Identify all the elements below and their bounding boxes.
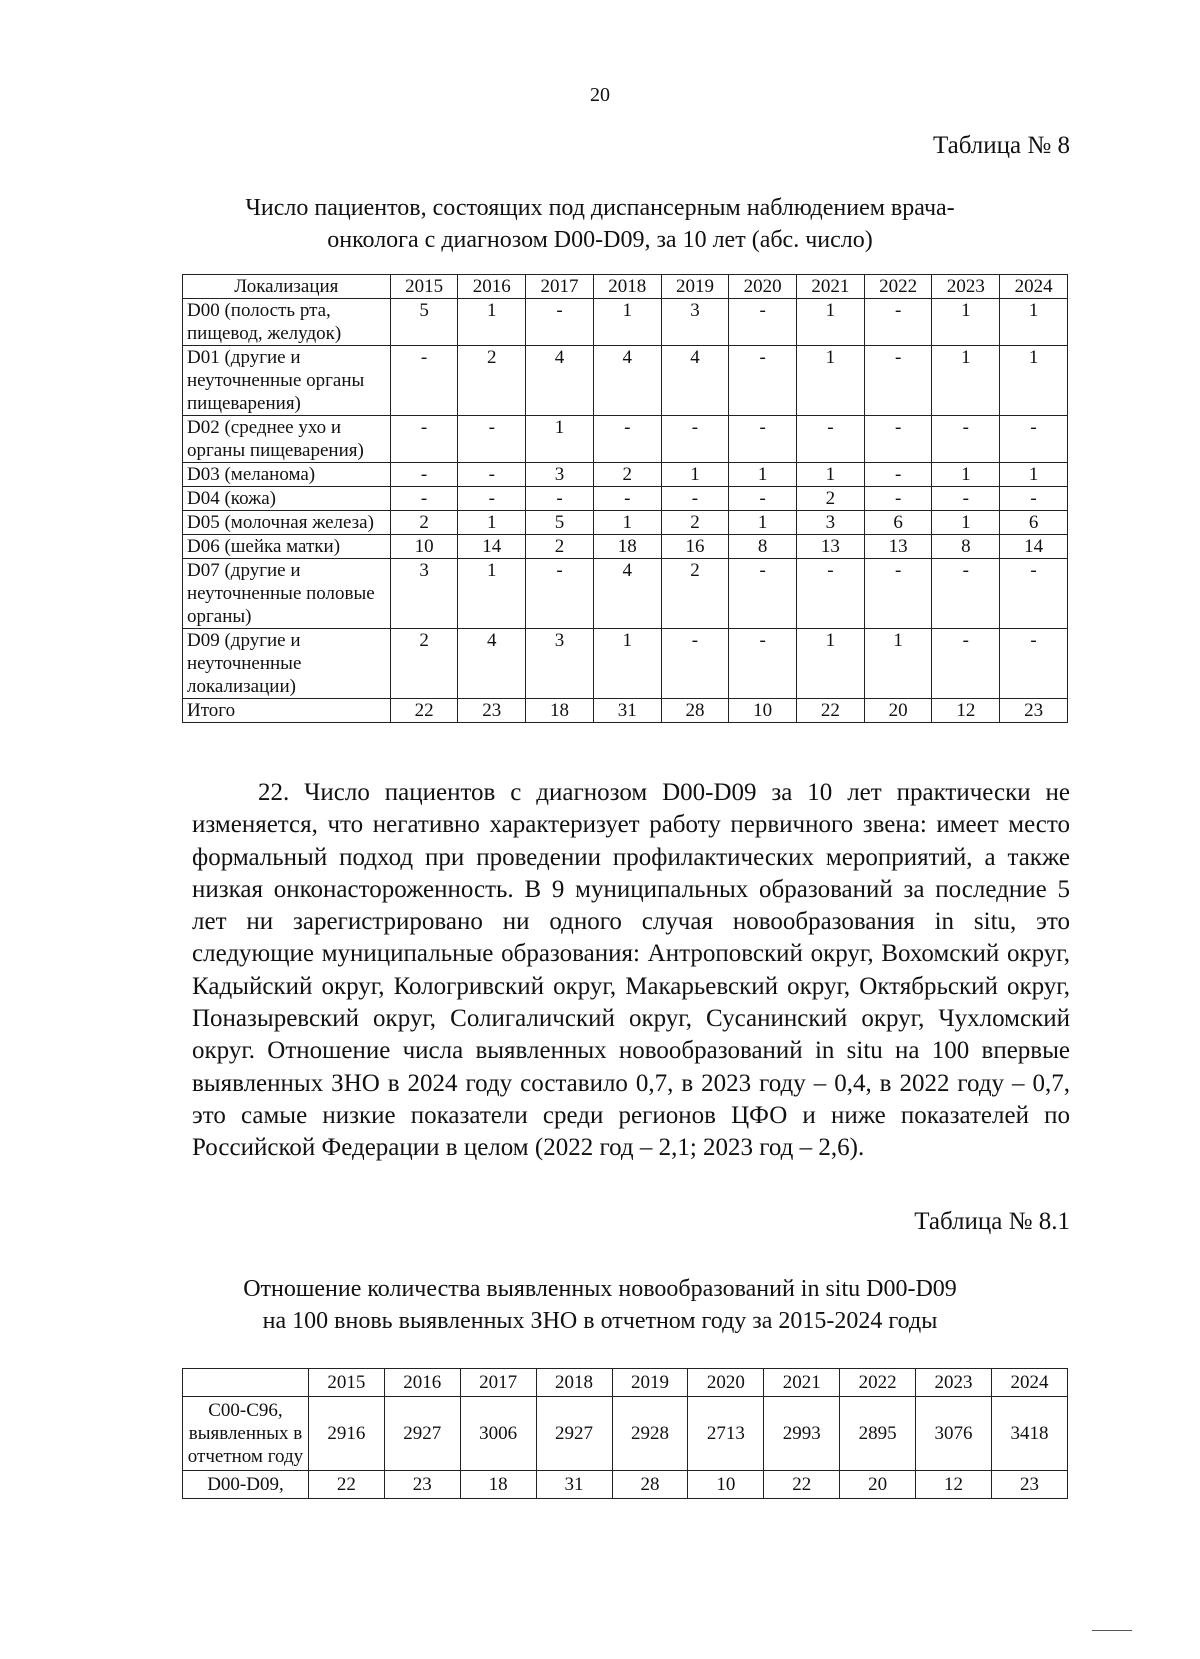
table-8-caption [150,192,1050,256]
cell: 23 [458,699,526,723]
cell: 18 [460,1471,536,1499]
cell: 3 [390,559,458,629]
cell: 13 [797,535,865,559]
table-8-1-caption-line-2: на 100 вновь выявленных ЗНО в отчетном году за 2015-2024 годы [262,1308,938,1334]
cell: 1 [932,511,1000,535]
cell: - [526,487,594,511]
cell: 1 [526,416,594,463]
cell: 1 [729,463,797,487]
page-edge-mark [1092,1630,1132,1631]
cell: 1 [593,511,661,535]
cell: 2 [797,487,865,511]
table-8-1-caption-line-1: Отношение количества выявленных новообразований in situ D00-D09 [243,1276,957,1302]
cell: 18 [593,535,661,559]
cell: 31 [593,699,661,723]
cell: 23 [384,1471,460,1499]
cell: 1 [932,346,1000,416]
cell: 5 [526,511,594,535]
cell: - [526,559,594,629]
cell: - [729,629,797,699]
cell: 31 [536,1471,612,1499]
cell: 2927 [384,1397,460,1471]
cell: - [593,487,661,511]
row-label: D02 (среднее ухо и органы пищеварения) [183,416,391,463]
cell: 2 [661,559,729,629]
row-label: D05 (молочная железа) [183,511,391,535]
cell: 1 [661,463,729,487]
cell: - [864,299,932,346]
header-empty [183,1369,309,1397]
cell: 14 [458,535,526,559]
cell: 13 [864,535,932,559]
row-label: D03 (меланома) [183,463,391,487]
row-label: Итого [183,699,391,723]
cell: 2 [526,535,594,559]
row-label: D09 (другие и неуточненные локализации) [183,629,391,699]
page-number: 20 [590,84,610,106]
table-8-1-caption [150,1273,1050,1337]
cell: - [729,299,797,346]
table-row [183,559,1068,629]
table-8-caption-line-1: Число пациентов, состоящих под диспансерным наблюдением врача- [245,195,955,221]
cell: 1 [458,299,526,346]
cell: 18 [526,699,594,723]
cell: 1 [932,463,1000,487]
cell: 4 [458,629,526,699]
cell: 10 [688,1471,764,1499]
table-row [183,629,1068,699]
cell: - [390,416,458,463]
year-header: 2015 [390,275,458,299]
cell: - [661,629,729,699]
cell: 1 [593,299,661,346]
table-row [183,346,1068,416]
cell: 1 [458,511,526,535]
cell: 2713 [688,1397,764,1471]
cell: 16 [661,535,729,559]
cell: 8 [932,535,1000,559]
cell: 12 [932,699,1000,723]
cell: 3 [797,511,865,535]
cell: - [932,487,1000,511]
year-header: 2022 [840,1369,916,1397]
cell: - [661,416,729,463]
cell: 22 [390,699,458,723]
cell: 23 [991,1471,1067,1499]
cell: - [1000,629,1068,699]
cell: 3 [526,629,594,699]
cell: 4 [526,346,594,416]
cell: - [864,416,932,463]
year-header: 2024 [1000,275,1068,299]
cell: - [458,463,526,487]
cell: 20 [840,1471,916,1499]
cell: 3418 [991,1397,1067,1471]
year-header: 2017 [460,1369,536,1397]
row-label: С00-С96, выявленных в отчетном году [183,1397,309,1471]
cell: - [1000,559,1068,629]
cell: 1 [797,629,865,699]
cell: - [1000,487,1068,511]
cell: 2 [593,463,661,487]
cell: 2 [661,511,729,535]
table-8-caption-line-2: онколога с диагнозом D00-D09, за 10 лет (абс. число) [327,227,873,253]
cell: 10 [729,699,797,723]
year-header: 2018 [593,275,661,299]
cell: 4 [593,559,661,629]
cell: - [797,559,865,629]
cell: 2927 [536,1397,612,1471]
year-header: 2017 [526,275,594,299]
cell: 1 [797,346,865,416]
cell: 3 [526,463,594,487]
cell: 23 [1000,699,1068,723]
year-header: 2020 [688,1369,764,1397]
table-8-header-row [183,275,1068,299]
cell: 4 [593,346,661,416]
cell: 2 [458,346,526,416]
cell: - [661,487,729,511]
cell: - [390,487,458,511]
cell: - [729,487,797,511]
cell: 14 [1000,535,1068,559]
cell: - [797,416,865,463]
cell: 1 [458,559,526,629]
cell: - [458,416,526,463]
cell: 1 [797,299,865,346]
year-header: 2021 [764,1369,840,1397]
cell: 22 [308,1471,384,1499]
row-label: D00-D09, [183,1471,309,1499]
cell: - [729,559,797,629]
table-row [183,511,1068,535]
row-label: D07 (другие и неуточненные половые органы) [183,559,391,629]
row-label: D06 (шейка матки) [183,535,391,559]
cell: - [1000,416,1068,463]
cell: 1 [1000,299,1068,346]
table-8-1 [182,1368,1068,1499]
cell: - [864,487,932,511]
cell: - [729,416,797,463]
cell: 10 [390,535,458,559]
year-header: 2018 [536,1369,612,1397]
table-row [183,299,1068,346]
cell: - [593,416,661,463]
cell: 1 [1000,463,1068,487]
year-header: 2021 [797,275,865,299]
row-label: D00 (полость рта, пищевод, желудок) [183,299,391,346]
paragraph-22: 22. Число пациентов с диагнозом D00-D09 за 10 лет практически не изменяется, что негативно характеризует работу первичного звена: имеет место формальный подход при проведении профилактических мероприятий, а также низкая онконастороженность. В 9 муниципальных образований за последние 5 лет ни зарегистрировано ни одного случая новообразования in situ, это следующие муниципальные образования: Антроповский округ, Вохомский округ, Кадыйский округ, Кологривский округ, Макарьевский округ, Октябрьский округ, Поназыревский округ, Солигаличский округ, Сусанинский округ, Чухломский округ. Отношение числа выявленных новообразований in situ на 100 впервые выявленных ЗНО в 2024 году составило 0,7, в 2023 году – 0,4, в 2022 году – 0,7, это самые низкие показатели среди регионов ЦФО и ниже показателей по Российской Федерации в целом (2022 год – 2,1; 2023 год – 2,6). [192,779,1070,1162]
cell: 3006 [460,1397,536,1471]
cell: 22 [797,699,865,723]
cell: 2928 [612,1397,688,1471]
cell: 2895 [840,1397,916,1471]
row-label: D04 (кожа) [183,487,391,511]
year-header: 2016 [384,1369,460,1397]
year-header: 2023 [932,275,1000,299]
cell: 6 [864,511,932,535]
cell: - [729,346,797,416]
cell: 1 [593,629,661,699]
table-row [183,487,1068,511]
cell: - [390,346,458,416]
cell: 28 [661,699,729,723]
table-row [183,535,1068,559]
table-row [183,1471,1068,1499]
cell: - [932,416,1000,463]
cell: - [864,346,932,416]
cell: - [932,559,1000,629]
year-header: 2023 [916,1369,992,1397]
header-localization: Локализация [183,275,391,299]
cell: 12 [916,1471,992,1499]
year-header: 2019 [661,275,729,299]
cell: 2 [390,511,458,535]
year-header: 2024 [991,1369,1067,1397]
cell: 20 [864,699,932,723]
cell: - [864,559,932,629]
cell: 1 [864,629,932,699]
cell: - [526,299,594,346]
cell: 1 [797,463,865,487]
table-8 [182,274,1068,723]
year-header: 2019 [612,1369,688,1397]
cell: 3 [661,299,729,346]
cell: 6 [1000,511,1068,535]
year-header: 2016 [458,275,526,299]
cell: - [864,463,932,487]
cell: 1 [729,511,797,535]
cell: 2993 [764,1397,840,1471]
table-8-1-label: Таблица № 8.1 [914,1208,1070,1235]
cell: 8 [729,535,797,559]
cell: - [932,629,1000,699]
row-label: D01 (другие и неуточненные органы пищеварения) [183,346,391,416]
table-row [183,463,1068,487]
year-header: 2020 [729,275,797,299]
cell: 3076 [916,1397,992,1471]
cell: 22 [764,1471,840,1499]
year-header: 2015 [308,1369,384,1397]
table-8-label: Таблица № 8 [932,132,1070,159]
year-header: 2022 [864,275,932,299]
table-8-1-header-row [183,1369,1068,1397]
table-row [183,1397,1068,1471]
cell: 1 [932,299,1000,346]
cell: 1 [1000,346,1068,416]
cell: 2916 [308,1397,384,1471]
table-row-total [183,699,1068,723]
cell: 5 [390,299,458,346]
cell: 4 [661,346,729,416]
cell: 28 [612,1471,688,1499]
cell: - [458,487,526,511]
cell: 2 [390,629,458,699]
cell: - [390,463,458,487]
table-row [183,416,1068,463]
